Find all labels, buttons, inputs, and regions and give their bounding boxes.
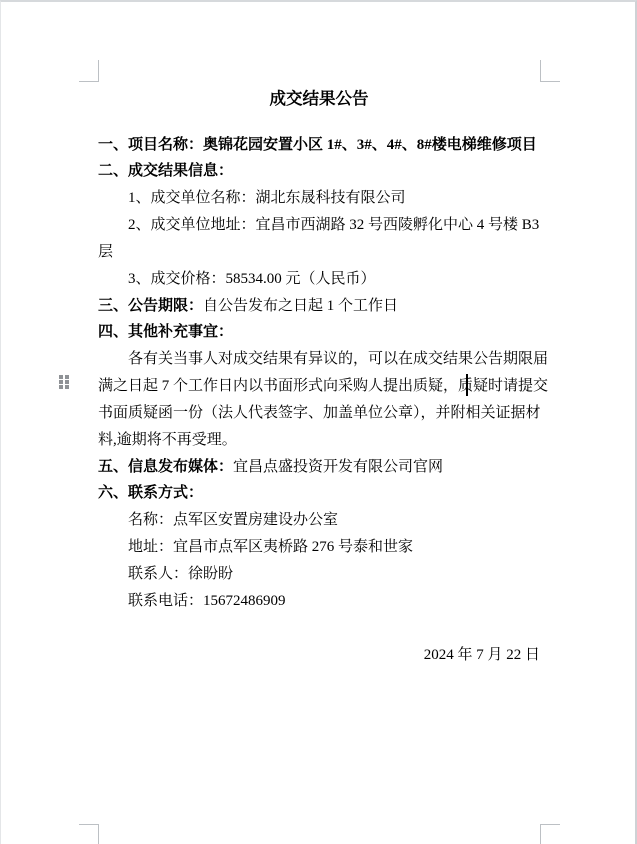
bold-text-segment: 六、联系方式： (98, 485, 204, 502)
text-segment: 2024 年 7 月 22 日 (423, 646, 540, 663)
bold-text-segment: 三、公告期限： (98, 297, 204, 314)
text-segment: 联系人：徐盼盼 (128, 566, 234, 582)
handle-dot (59, 375, 63, 379)
document-line (98, 588, 540, 615)
handle-dot (65, 380, 69, 384)
text-segment: 2、成交单位地址：宜昌市西湖路 32 号西陵孵化中心 4 号楼 B3 (128, 217, 540, 234)
document-line (98, 132, 540, 159)
text-segment: 书面质疑函一份（法人代表签字、加盖单位公章），并附相关证据材 (98, 404, 541, 421)
document-line (98, 212, 540, 239)
document-line (98, 454, 540, 481)
text-segment: 满之日起 7 个工作日内以书面形式向采购人提出质疑，质疑时请提交 (98, 378, 549, 395)
text-segment: 自公告发布之日起 1 个工作日 (203, 297, 399, 314)
margin-crop-mark-bottom-right (540, 824, 560, 844)
text-segment: 名称：点军区安置房建设办公室 (128, 512, 339, 529)
document-line (98, 346, 549, 373)
document-line (98, 480, 540, 507)
bold-text-segment: 五、信息发布媒体： (98, 458, 234, 475)
document-line (98, 615, 540, 642)
document-line (98, 373, 549, 400)
bold-text-segment: 一、项目名称：奥锦花园安置小区 1#、3#、4#、8#楼电梯维修项目 (98, 136, 537, 153)
document-line (98, 158, 540, 185)
margin-crop-mark-bottom-left (79, 824, 99, 844)
document-body[interactable] (98, 132, 549, 669)
handle-dot (59, 380, 63, 384)
document-line (98, 319, 540, 346)
text-segment: 联系电话：15672486909 (128, 592, 286, 609)
bold-text-segment: 二、成交结果信息： (98, 163, 234, 180)
text-segment: 料,逾期将不再受理。 (98, 431, 237, 448)
margin-crop-mark-top-right (540, 60, 560, 82)
text-segment: 层 (98, 243, 114, 260)
handle-dot (65, 385, 69, 389)
document-title[interactable]: 成交结果公告 (269, 89, 369, 108)
margin-crop-mark-top-left (79, 60, 99, 82)
handle-dot (59, 385, 63, 389)
document-line (98, 293, 540, 320)
text-segment: 1、成交单位名称：湖北东晟科技有限公司 (128, 190, 406, 207)
text-segment: 各有关当事人对成交结果有异议的，可以在成交结果公告期限届 (128, 351, 549, 368)
handle-dot (65, 375, 69, 379)
document-line (98, 266, 540, 293)
document-line (98, 427, 540, 454)
document-line (98, 400, 540, 427)
document-line (98, 239, 540, 266)
text-segment: 地址：宜昌市点军区夷桥路 276 号泰和世家 (128, 539, 414, 556)
text-segment: 3、成交价格：58534.00 元（人民币） (128, 270, 376, 287)
document-line (98, 561, 540, 588)
bold-text-segment: 四、其他补充事宜： (98, 324, 234, 341)
text-segment: 宜昌点盛投资开发有限公司官网 (233, 458, 444, 475)
document-line (98, 507, 540, 534)
document-line (98, 642, 540, 669)
paragraph-drag-handle-icon[interactable] (59, 375, 69, 389)
document-line (98, 534, 540, 561)
document-line (98, 185, 540, 212)
